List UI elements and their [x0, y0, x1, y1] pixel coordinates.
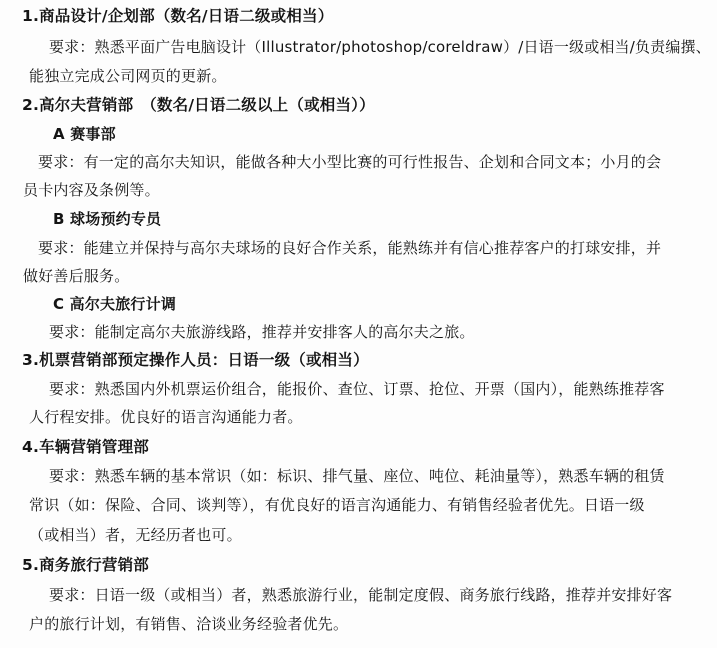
- section-3-req-line-1: 要求：熟悉国内外机票运价组合，能报价、查位、订票、抢位、开票（国内），能熟练推荐客: [49, 380, 665, 398]
- section-4-req-line-2: 常识（如：保险、合同、谈判等），有优良好的语言沟通能力、有销售经验者优先。日语一级: [29, 496, 645, 514]
- section-5-req-line-2: 户的旅行计划，有销售、洽谈业务经验者优先。: [29, 615, 349, 633]
- section-1-req-line-1: 要求：熟悉平面广告电脑设计（Illustrator/photoshop/coreldraw）/日语一级或相当/负责编撰、: [49, 38, 711, 56]
- section-4-req-line-3: （或相当）者，无经历者也可。: [29, 526, 242, 544]
- section-1-heading: 1.商品设计/企划部（数名/日语二级或相当）: [22, 7, 334, 25]
- section-2-sub-b-req-line-1: 要求：能建立并保持与高尔夫球场的良好合作关系，能熟练并有信心推荐客户的打球安排，并: [38, 239, 662, 257]
- section-3-req-line-2: 人行程安排。优良好的语言沟通能力者。: [29, 408, 303, 426]
- section-2-sub-b-req-line-2: 做好善后服务。: [23, 267, 130, 285]
- section-3-heading: 3.机票营销部预定操作人员：日语一级（或相当）: [22, 351, 369, 369]
- section-2-sub-a-req-line-1: 要求：有一定的高尔夫知识，能做各种大小型比赛的可行性报告、企划和合同文本；小月的会: [38, 153, 662, 171]
- section-4-req-line-1: 要求：熟悉车辆的基本常识（如：标识、排气量、座位、吨位、耗油量等），熟悉车辆的租赁: [49, 467, 665, 485]
- section-4-heading: 4.车辆营销管理部: [22, 438, 149, 456]
- section-2-sub-c-title: C 高尔夫旅行计调: [53, 295, 177, 313]
- section-2-sub-c-req-line-1: 要求：能制定高尔夫旅游线路，推荐并安排客人的高尔夫之旅。: [49, 323, 475, 341]
- section-5-req-line-1: 要求：日语一级（或相当）者，熟悉旅游行业，能制定度假、商务旅行线路，推荐并安排好客: [49, 586, 673, 604]
- section-2-sub-a-title: A 赛事部: [53, 125, 116, 143]
- section-2-sub-b-title: B 球场预约专员: [53, 210, 162, 228]
- section-2-sub-a-req-line-2: 员卡内容及条例等。: [23, 181, 160, 199]
- section-1-req-line-2: 能独立完成公司网页的更新。: [29, 67, 227, 85]
- section-2-heading: 2.高尔夫营销部 （数名/日语二级以上（或相当））: [22, 96, 375, 114]
- section-5-heading: 5.商务旅行营销部: [22, 556, 149, 574]
